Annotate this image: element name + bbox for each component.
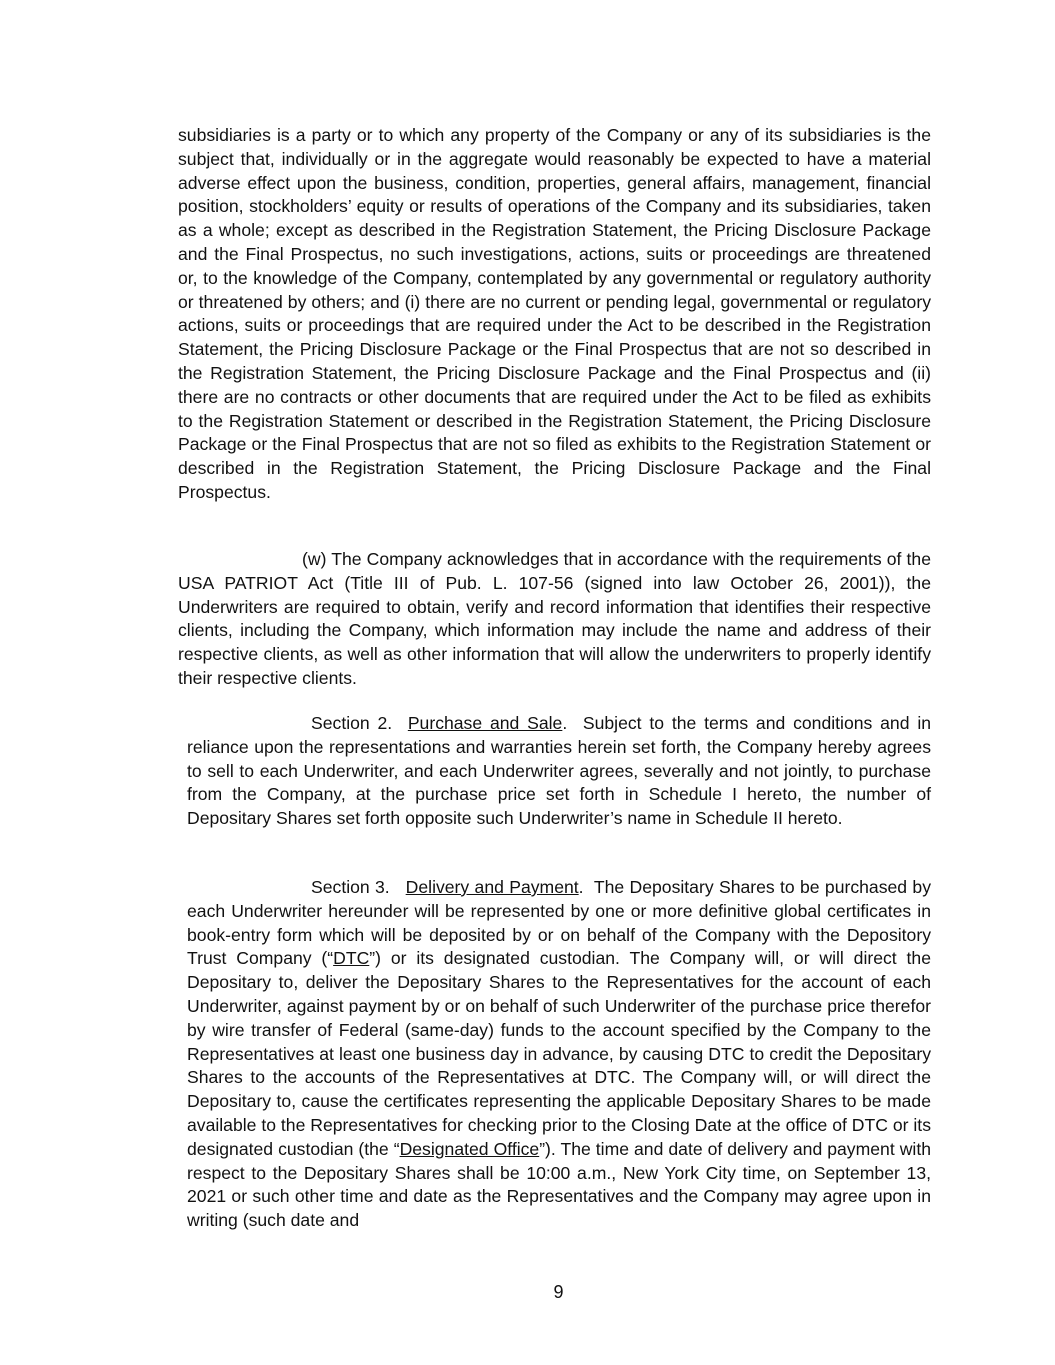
section-3-body-part-1: The Depositary Shares to be purchased by each Underwriter hereunder will be represented by one or more definitive global certificates in book-entry form which will be deposited by or on behalf of the Company with the Depository Trust Company (“ [187, 877, 931, 969]
section-3-paragraph: Section 3. Delivery and Payment. The Depositary Shares to be purchased by each Underwriter hereunder will be represented by one or more definitive global certificates in book-entry form which will be deposited by or on behalf of the Company with the Depository Trust Company (“DTC”) or its designated custodian. The Company will, or will direct the Depositary to, deliver the Depositary Shares to the Representatives for the account of each Underwriter, against payment by or on behalf of such Underwriter of the purchase price therefor by wire transfer of Federal (same-day) funds to the account specified by the Company to the Representatives at least one business day in advance, by causing DTC to credit the Depositary Shares to the accounts of the Representatives at DTC. The Company will, or will direct the Depositary to, cause the certificates representing the applicable Depositary Shares to be made available to the Representatives for checking prior to the Closing Date at the office of DTC or its designated custodian (the “Designated Office”). The time and date of delivery and payment with respect to the Depositary Shares shall be 10:00 a.m., New York City time, on September 13, 2021 or such other time and date as the Representatives and the Company may agree upon in writing (such date and [187, 877, 931, 1231]
section-2-paragraph: Section 2. Purchase and Sale. Subject to the terms and conditions and in reliance upon the representations and warranties herein set forth, the Company hereby agrees to sell to each Underwriter, and each Underwriter agrees, severally and not jointly, to purchase from the Company, at the purchase price set forth in Schedule I hereto, the number of Depositary Shares set forth opposite such Underwriter’s name in Schedule II hereto. [187, 713, 932, 829]
section-3-body-part-3: ”). The time and date of delivery and payment with respect to the Depositary Shares shall be 10:00 a.m., New York City time, on September 13, 2021 or such other time and date as the Representatives and the Company may agree upon in writing (such date and [187, 1138, 931, 1231]
section-2-heading: Purchase and Sale [407, 713, 563, 733]
section-2-number: Section 2. [311, 713, 393, 733]
defined-term-dtc: DTC [333, 948, 370, 969]
section-3-body-part-2: ”) or its designated custodian. The Company will, or will direct the Depositary to, deliver the Depositary Shares to the Representatives for the account of each Underwriter, against payment by or on behalf of such Underwriter of the purchase price therefor by wire transfer of Federal (same-day) funds to the account specified by the Company to the Representatives at least one business day in advance, by causing DTC to credit the Depositary Shares to the accounts of the Representatives at DTC. The Company will, or will direct the Depositary to, cause the certificates representing the applicable Depositary Shares to be made available to the Representatives for checking prior to the Closing Date at the office of DTC or its designated custodian (the “ [187, 948, 931, 1159]
section-2-body: Subject to the terms and conditions and in reliance upon the representations and warranties herein set forth, the Company hereby agrees to sell to each Underwriter, and each Underwriter agrees, severally and not jointly, to purchase from the Company, at the purchase price set forth in Schedule I hereto, the number of Depositary Shares set forth opposite such Underwriter’s name in Schedule II hereto. [187, 713, 932, 829]
section-3-heading: Delivery and Payment [405, 877, 579, 897]
section-3-number: Section 3. [311, 877, 390, 897]
page-number: 9 [553, 1282, 564, 1302]
paragraph-w-patriot-act: (w) The Company acknowledges that in accordance with the requirements of the USA PATRIOT Act (Title III of Pub. L. 107-56 (signed into law October 26, 2001)), the Underwriters are required to obtain, verify and record information that identifies their respective clients, including the Company, which information may include the name and address of their respective clients, as well as other information that will allow the underwriters to properly identify their respective clients. [178, 549, 931, 688]
paragraph-continuation: subsidiaries is a party or to which any property of the Company or any of its subsidiaries is the subject that, individually or in the aggregate would reasonably be expected to have a material adverse effect upon the business, condition, properties, general affairs, management, financial position, stockholders’ equity or results of operations of the Company and its subsidiaries, taken as a whole; except as described in the Registration Statement, the Pricing Disclosure Package and the Final Prospectus, no such investigations, actions, suits or proceedings are threatened or, to the knowledge of the Company, contemplated by any governmental or regulatory authority or threatened by others; and (i) there are no current or pending legal, governmental or regulatory actions, suits or proceedings that are required under the Act to be described in the Registration Statement, the Pricing Disclosure Package or the Final Prospectus that are not so described in the Registration Statement, the Pricing Disclosure Package and the Final Prospectus and (ii) there are no contracts or other documents that are required under the Act to be filed as exhibits to the Registration Statement or described in the Registration Statement, the Pricing Disclosure Package or the Final Prospectus that are not so filed as exhibits to the Registration Statement or described in the Registration Statement, the Pricing Disclosure Package and the Final Prospectus. [178, 125, 931, 502]
defined-term-designated-office: Designated Office [399, 1138, 540, 1159]
